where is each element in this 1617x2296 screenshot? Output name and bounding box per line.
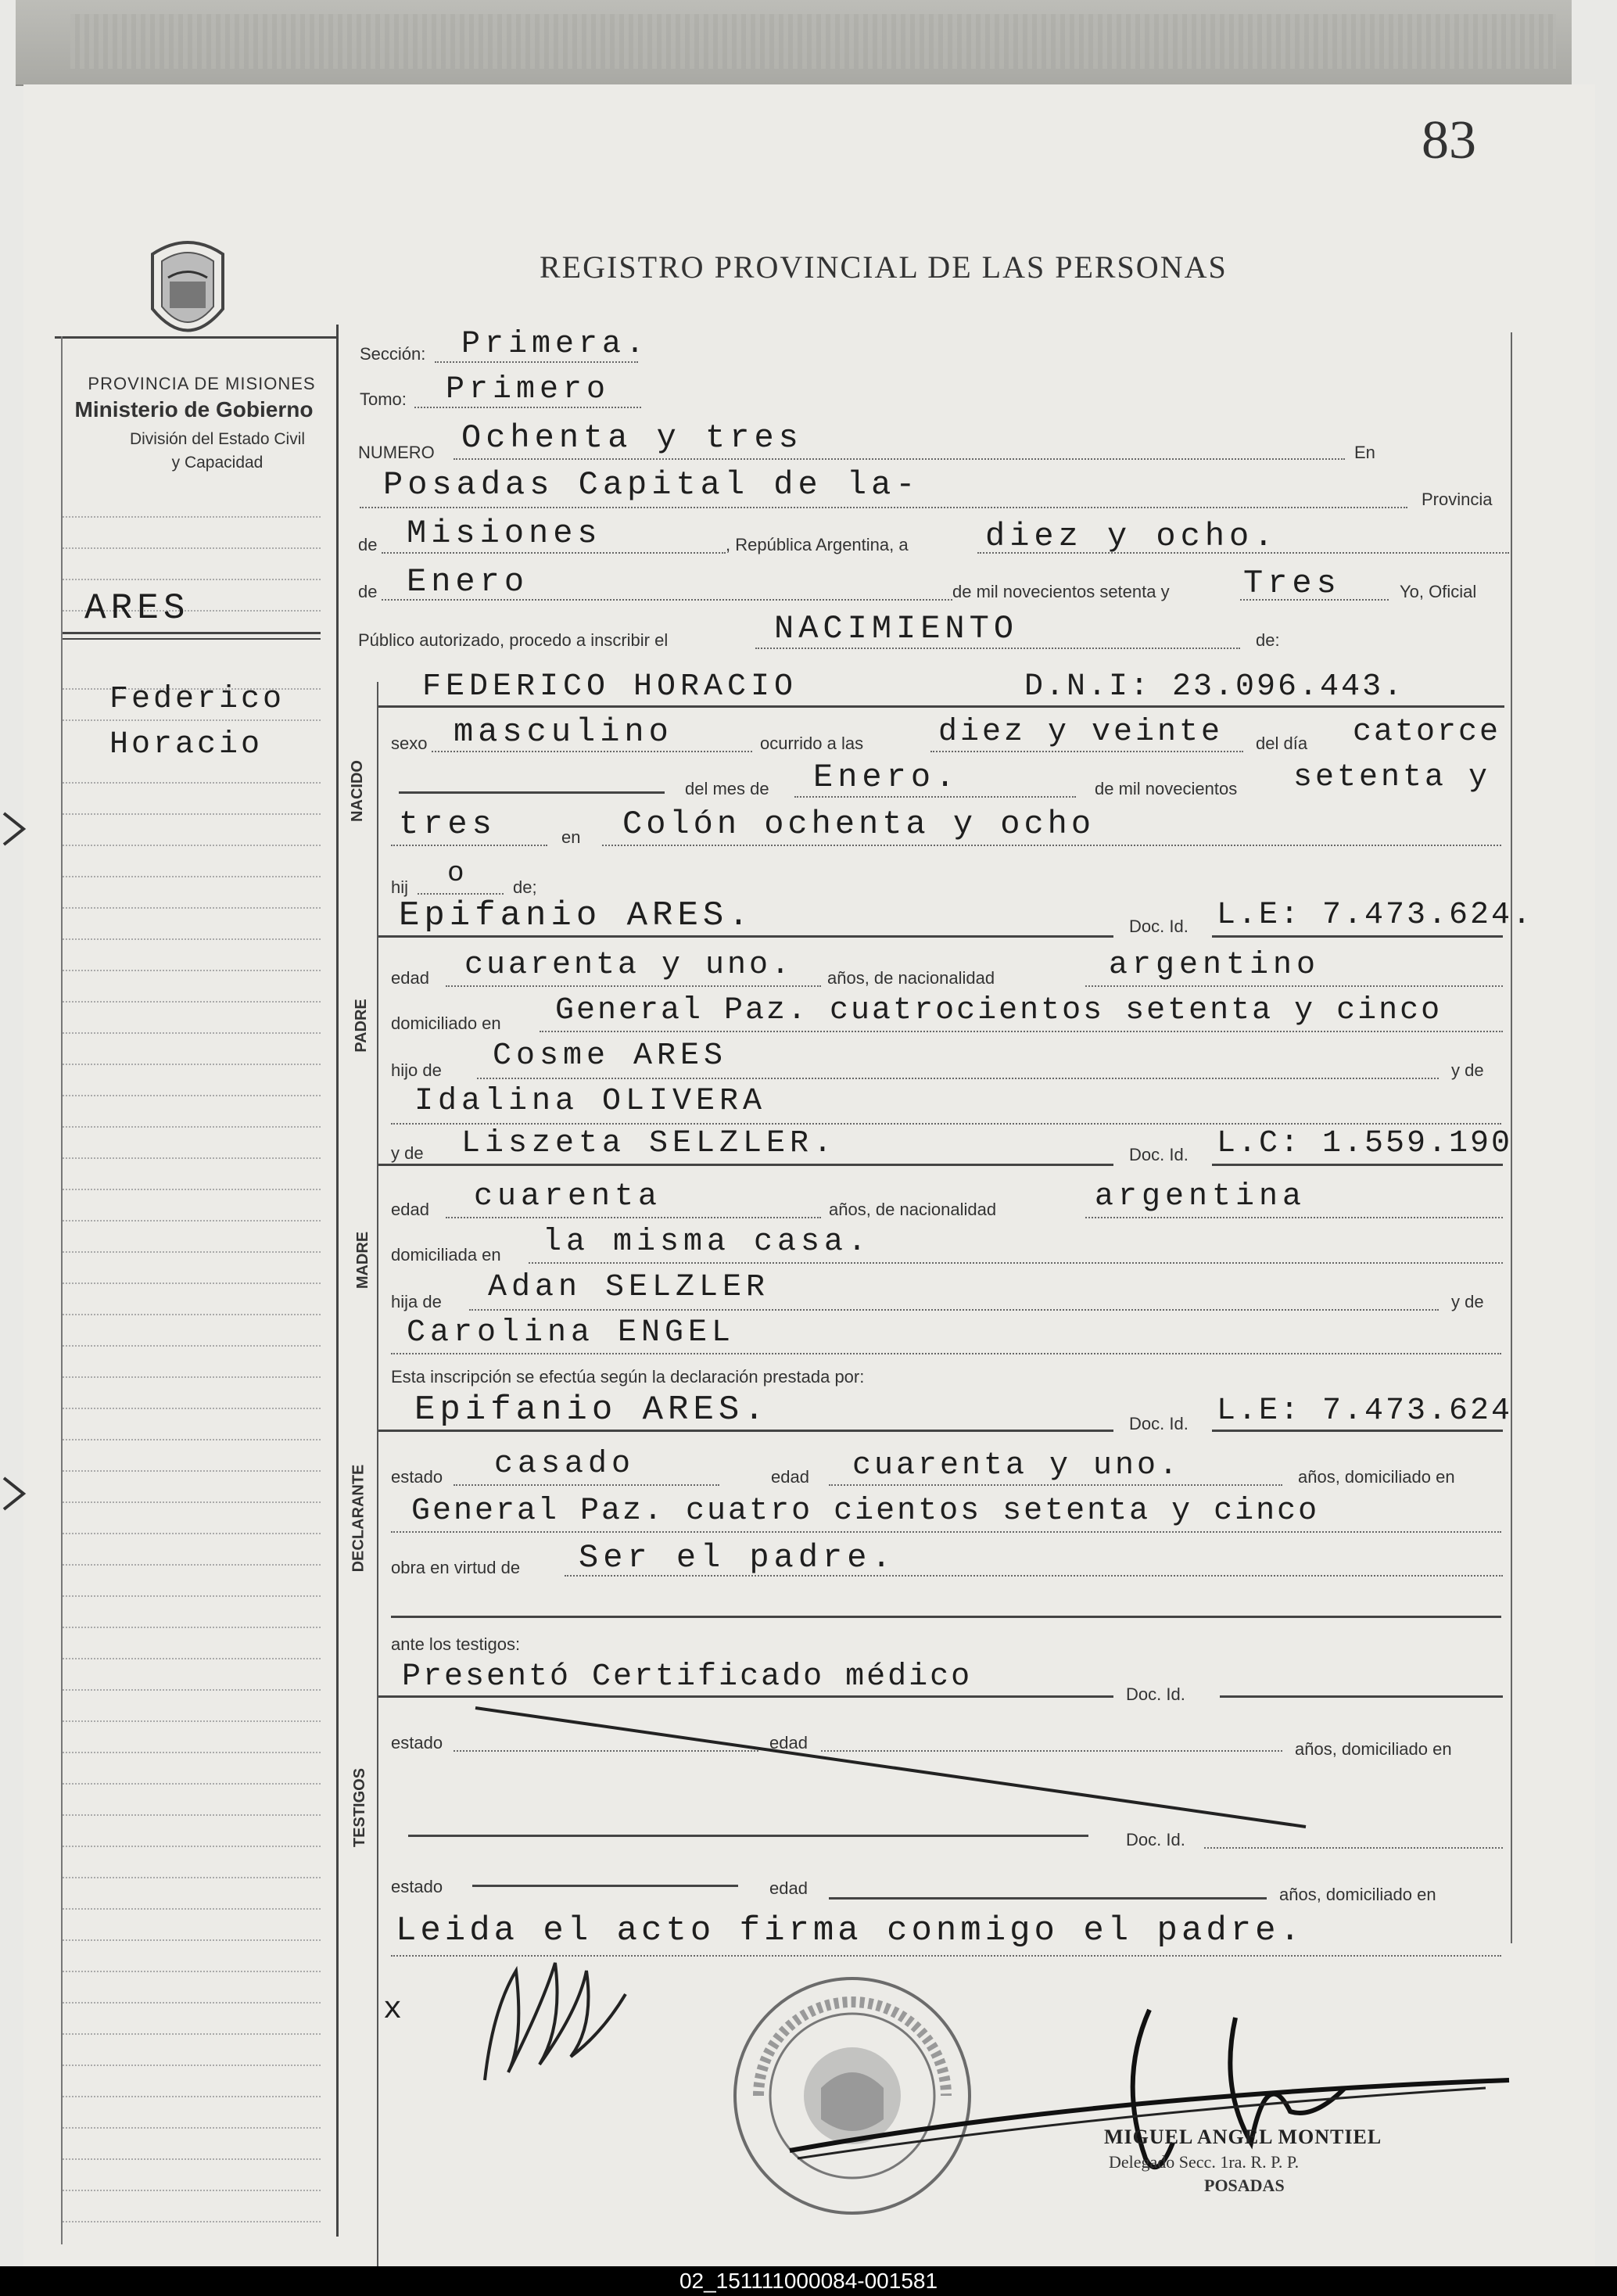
sexo-label: sexo	[391, 734, 428, 753]
province-value: Misiones	[407, 515, 602, 552]
mil-label: de mil novecientos setenta y	[952, 582, 1170, 601]
hij-label: hij	[391, 877, 409, 897]
lugar-value: Colón ochenta y ocho	[622, 805, 1095, 843]
padre-name-line	[378, 935, 1113, 938]
officer-city: POSADAS	[1204, 2176, 1285, 2195]
column-divider	[336, 325, 339, 2237]
margin-given-name-2: Horacio	[109, 727, 264, 762]
testigo-1: Presentó Certificado médico	[402, 1659, 973, 1695]
declarante-doc-line	[1212, 1430, 1503, 1432]
madre-domicilio: la misma casa.	[543, 1225, 872, 1260]
declarante-edad-label: edad	[771, 1467, 809, 1487]
declarante-intro: Esta inscripción se efectúa según la declaración prestada por:	[391, 1367, 865, 1387]
testigo2-line	[408, 1835, 1088, 1837]
madre-y-de2-label: y de	[1451, 1292, 1484, 1311]
month-value: Enero	[407, 563, 529, 601]
declarante-obra-label: obra en virtud de	[391, 1558, 521, 1577]
file-id-footer: 02_151111000084-001581	[0, 2266, 1617, 2296]
de-label: de	[358, 535, 378, 554]
madre-doc-line	[1212, 1164, 1503, 1166]
testigo-edad-label: edad	[769, 1733, 808, 1752]
testigo-doc-label: Doc. Id.	[1126, 1684, 1185, 1704]
padre-doc-line	[1212, 935, 1503, 938]
division-line-2: y Capacidad	[171, 454, 264, 472]
publico-label: Público autorizado, procedo a inscribir el	[358, 630, 669, 650]
en-label: En	[1354, 443, 1375, 462]
mil-label-2: de mil novecientos	[1095, 779, 1238, 798]
madre-madre-de: Carolina ENGEL	[407, 1315, 736, 1351]
section-declarante: DECLARANTE	[350, 1464, 368, 1573]
seccion-value: Primera.	[461, 327, 650, 362]
x-mark: x	[383, 1993, 407, 2028]
madre-hija-label: hija de	[391, 1292, 442, 1311]
testigos-strike-line	[469, 1702, 1314, 1835]
testigo-edad2-label: edad	[769, 1878, 808, 1898]
declarante-doc-label: Doc. Id.	[1129, 1414, 1189, 1433]
declarante-doc: L.E: 7.473.624	[1217, 1394, 1513, 1429]
binding-mark-icon	[0, 805, 31, 852]
padre-domicilio-label: domiciliado en	[391, 1013, 501, 1033]
margin-surname: ARES	[84, 588, 190, 629]
margin-given-name-1: Federico	[109, 682, 285, 717]
testigo-doc-line	[1220, 1695, 1503, 1698]
declarante-estado: casado	[494, 1447, 636, 1482]
surname-underline-1	[63, 632, 321, 634]
testigo-anios2-label: años, domiciliado en	[1279, 1885, 1436, 1904]
tomo-label: Tomo:	[360, 389, 407, 409]
officer-name: MIGUEL ANGEL MONTIEL	[1104, 2126, 1382, 2148]
testigo-anios-label: años, domiciliado en	[1295, 1739, 1452, 1759]
anio-value-1: setenta y	[1293, 760, 1491, 795]
padre-hijo-label: hijo de	[391, 1060, 442, 1080]
ministry-name: Ministerio de Gobierno	[74, 397, 314, 422]
closing-text: Leida el acto firma conmigo el padre.	[396, 1911, 1304, 1950]
madre-name: Liszeta SELZLER.	[461, 1126, 837, 1161]
sexo-value: masculino	[454, 713, 673, 751]
padre-nacionalidad-label: años, de nacionalidad	[827, 968, 995, 988]
day-value: diez y ocho.	[985, 518, 1278, 555]
de2-label: de:	[1256, 630, 1280, 650]
testigo-doc2-label: Doc. Id.	[1126, 1830, 1185, 1849]
hora-value: diez y veinte	[938, 715, 1224, 750]
mes-value: Enero.	[813, 759, 960, 796]
provincia-label: Provincia	[1422, 490, 1493, 509]
madre-nacionalidad: argentina	[1095, 1179, 1307, 1214]
acto-value: NACIMIENTO	[774, 610, 1019, 648]
declarante-end-line	[391, 1616, 1501, 1618]
seccion-label: Sección:	[360, 344, 426, 364]
testigo-edad2-line	[829, 1897, 1267, 1900]
declarante-anios-label: años, domiciliado en	[1298, 1467, 1455, 1487]
place-value: Posadas Capital de la-	[383, 466, 920, 504]
madre-name-line	[378, 1164, 1113, 1166]
de-label-2: de	[358, 582, 378, 601]
testigo1-line	[378, 1695, 1113, 1698]
testigo-estado-label: estado	[391, 1733, 443, 1752]
testigo-estado2-line	[472, 1885, 738, 1887]
section-nacido: NACIDO	[348, 760, 366, 822]
declarante-edad: cuarenta y uno.	[852, 1448, 1181, 1483]
officer-title: Delegado Secc. 1ra. R. P. P.	[1109, 2152, 1300, 2172]
numero-label: NUMERO	[358, 443, 435, 462]
padre-madre-de: Idalina OLIVERA	[414, 1084, 767, 1119]
padre-name: Epifanio ARES.	[399, 896, 754, 935]
left-top-rule	[55, 336, 336, 339]
nacido-name-line	[378, 705, 1504, 708]
madre-nacionalidad-label: años, de nacionalidad	[829, 1200, 997, 1219]
testigo-estado2-label: estado	[391, 1877, 443, 1896]
left-column-border	[61, 336, 63, 2244]
madre-doc: L.C: 1.559.190	[1217, 1126, 1513, 1161]
en-label-2: en	[561, 827, 581, 847]
binding-mark-icon	[0, 1470, 31, 1517]
declarante-domicilio: General Paz. cuatro cientos setenta y cinco	[411, 1494, 1320, 1529]
republica-label: , República Argentina, a	[726, 535, 909, 554]
anio-value-2: tres	[399, 805, 497, 843]
del-dia-label: del día	[1256, 734, 1308, 753]
section-testigos: TESTIGOS	[351, 1767, 369, 1848]
section-padre: PADRE	[352, 999, 370, 1053]
testigos-ante-label: ante los testigos:	[391, 1634, 521, 1654]
madre-hija-de: Adan SELZLER	[488, 1270, 770, 1305]
padre-edad-label: edad	[391, 968, 429, 988]
nacido-name: FEDERICO HORACIO	[422, 669, 798, 705]
section-madre: MADRE	[354, 1231, 372, 1290]
madre-y-de-label: y de	[391, 1143, 424, 1163]
yo-label: Yo, Oficial	[1400, 582, 1477, 601]
ocurrido-label: ocurrido a las	[760, 734, 864, 753]
de-semicolon-label: de;	[513, 877, 537, 897]
division-line-1: División del Estado Civil	[129, 430, 306, 448]
page-title: REGISTRO PROVINCIAL DE LAS PERSONAS	[540, 249, 1228, 285]
madre-domicilio-label: domiciliada en	[391, 1245, 501, 1265]
padre-domicilio: General Paz. cuatrocientos setenta y cinco	[555, 993, 1443, 1028]
page-number: 83	[1422, 110, 1476, 170]
padre-nacionalidad: argentino	[1109, 948, 1321, 983]
nacido-dni: D.N.I: 23.096.443.	[1024, 669, 1405, 705]
padre-y-de-label: y de	[1451, 1060, 1484, 1080]
padre-doc: L.E: 7.473.624.	[1217, 898, 1534, 933]
dia-value: catorce	[1353, 715, 1501, 750]
book-top-edge	[16, 0, 1572, 86]
declarant-signature-icon	[469, 1947, 649, 2088]
mes-label: del mes de	[685, 779, 769, 798]
blank-line	[399, 791, 665, 794]
madre-edad: cuarenta	[474, 1179, 662, 1214]
tomo-value: Primero	[446, 372, 611, 407]
section-bracket	[377, 682, 378, 2293]
padre-edad: cuarenta y uno.	[464, 948, 794, 983]
declarante-virtud: Ser el padre.	[579, 1539, 896, 1577]
declarante-name: Epifanio ARES.	[414, 1390, 769, 1430]
numero-value: Ochenta y tres	[461, 419, 803, 457]
declarante-name-line	[378, 1430, 1113, 1432]
declarante-estado-label: estado	[391, 1467, 443, 1487]
province-name: PROVINCIA DE MISIONES	[88, 374, 316, 393]
hij-suffix: o	[447, 857, 469, 889]
year-value: Tres	[1243, 565, 1341, 602]
padre-hijo-de: Cosme ARES	[493, 1039, 728, 1074]
padre-doc-label: Doc. Id.	[1129, 917, 1189, 936]
madre-edad-label: edad	[391, 1200, 429, 1219]
surname-underline-2	[63, 638, 321, 640]
madre-doc-label: Doc. Id.	[1129, 1145, 1189, 1164]
